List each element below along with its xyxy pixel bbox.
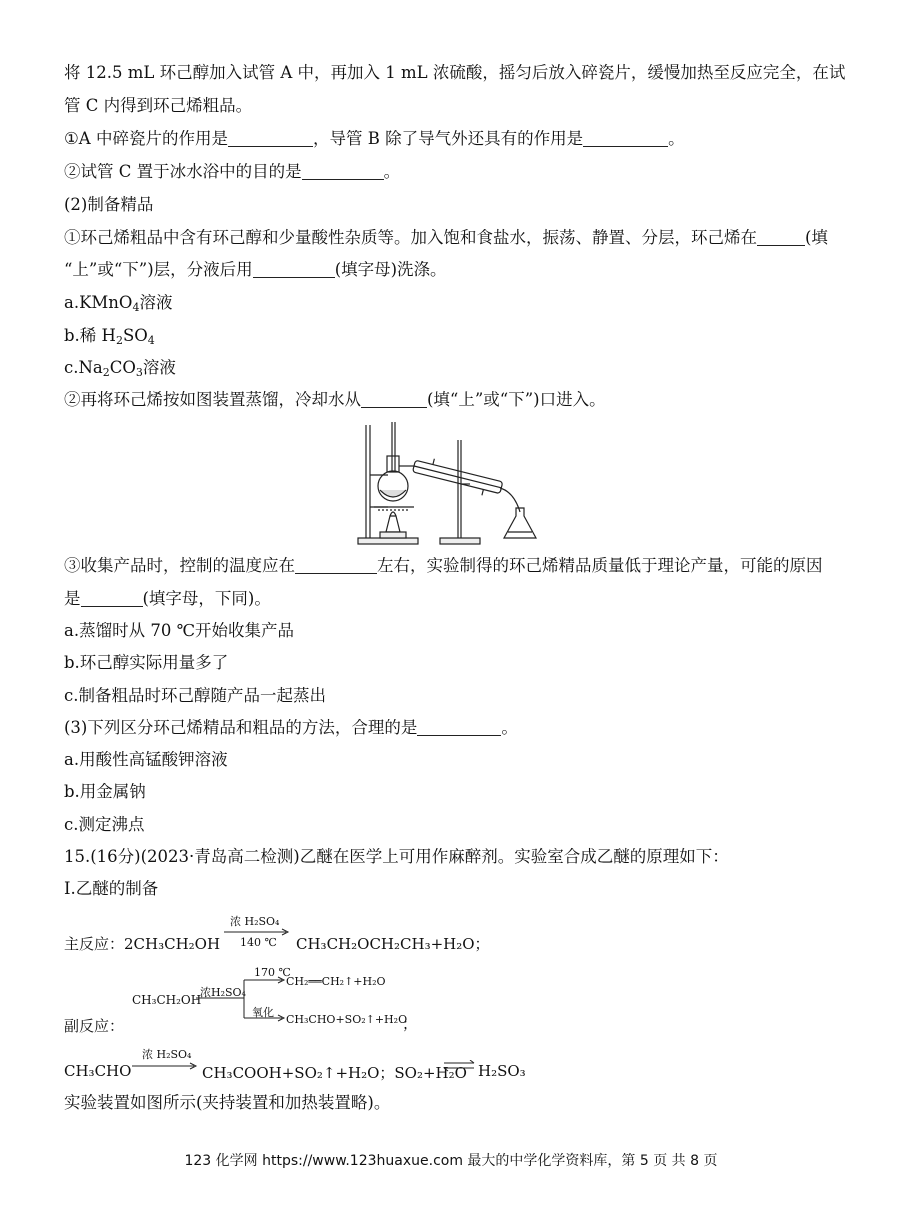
question-15-stem: 15.(16分)(2023·青岛高二检测)乙醚在医学上可用作麻醉剂。实验室合成乙醚的原理如下：: [64, 847, 729, 866]
side-reaction-2-condition: 浓 H₂SO₄: [142, 1048, 192, 1061]
part-1-heading: Ⅰ.乙醚的制备: [64, 879, 159, 898]
option-b: b.稀 $H_2SO_4$: [64, 326, 155, 347]
question-3-text-a: ①环己烯粗品中含有环己醇和少量酸性杂质等。加入饱和食盐水，振荡、静置、分层，环己烯在: [64, 228, 757, 247]
option-c: c.制备粗品时环己醇随产品一起蒸出: [64, 686, 326, 705]
reaction-arrow: [132, 1062, 198, 1070]
side-reaction-label: 副反应：: [64, 1017, 125, 1035]
option-a: a.蒸馏时从 70 ℃开始收集产品: [64, 621, 295, 640]
question-5-line-1: [64, 555, 823, 577]
question-2: [64, 161, 400, 183]
side-reaction-2-product-2: H₂SO₃: [478, 1062, 526, 1080]
main-reaction-product: CH₃CH₂OCH₂CH₃+H₂O；: [296, 935, 490, 953]
side-reaction-condition: 浓H₂SO₄: [200, 986, 246, 999]
question-1-text-b: ，导管 B 除了导气外还具有的作用是: [312, 129, 584, 148]
question-3-text-c: “上”或“下”)层，分液后用: [64, 260, 253, 279]
question-5-text-d: (填字母，下同)。: [142, 589, 271, 608]
side-reaction-2-reactant: CH₃CHO: [64, 1062, 132, 1080]
main-reaction-condition-bottom: 140 ℃: [240, 936, 277, 949]
question-4-text-a: ②再将环己烯按如图装置蒸馏，冷却水从: [64, 390, 361, 409]
intro-line-2: 管 C 内得到环己烯粗品。: [64, 96, 253, 115]
answer-blank[interactable]: [583, 130, 668, 147]
reaction-arrow: [224, 928, 290, 936]
answer-blank[interactable]: [417, 719, 501, 736]
question-4: [64, 389, 606, 411]
question-3-line-2: [64, 259, 447, 281]
side-reaction-product-2: CH₃CHO+SO₂↑+H₂O: [286, 1013, 408, 1026]
question-5-line-2: [64, 588, 271, 610]
answer-blank[interactable]: [361, 391, 427, 408]
section-3-text-a: (3)下列区分环己烯精品和粗品的方法，合理的是: [64, 718, 418, 737]
option-c: $c.Na_2CO_3$溶液: [64, 358, 176, 379]
distillation-apparatus-figure: [352, 420, 548, 550]
side-reaction-condition-1: 170 ℃: [254, 966, 291, 979]
side-reaction-2-product: CH₃COOH+SO₂↑+H₂O；SO₂+H₂O: [202, 1064, 467, 1082]
answer-blank[interactable]: [302, 163, 384, 180]
question-1-text-a: ①A 中碎瓷片的作用是: [64, 129, 228, 148]
question-2-text-b: 。: [383, 162, 401, 181]
option-a: a.KMnO$_4$溶液: [64, 293, 173, 314]
answer-blank[interactable]: [253, 261, 335, 278]
side-reaction-reactant: CH₃CH₂OH: [132, 993, 202, 1007]
answer-blank[interactable]: [81, 590, 143, 607]
answer-blank[interactable]: [228, 130, 313, 147]
question-5-text-b: 左右，实验制得的环己烯精品质量低于理论产量，可能的原因: [377, 556, 823, 575]
equilibrium-arrow: [442, 1060, 476, 1072]
question-4-text-b: (填“上”或“下”)口进入。: [427, 390, 606, 409]
main-reaction-reactant: 主反应：2CH₃CH₂OH: [64, 935, 221, 953]
question-1-text-c: 。: [668, 129, 685, 148]
side-reaction-product-1: CH₂══CH₂↑+H₂O: [286, 975, 386, 988]
answer-blank[interactable]: [295, 557, 377, 574]
section-2-heading: (2)制备精品: [64, 195, 154, 214]
main-reaction-condition-top: 浓 H₂SO₄: [230, 915, 280, 928]
apparatus-note: 实验装置如图所示(夹持装置和加热装置略)。: [64, 1093, 391, 1112]
page-footer: 123 化学网 https://www.123huaxue.com 最大的中学化学资料库，第 5 页 共 8 页: [184, 1153, 718, 1169]
question-5-text-c: 是: [64, 589, 81, 608]
section-3-question: [64, 717, 518, 739]
answer-blank[interactable]: [757, 229, 805, 246]
intro-line-1: 将 12.5 mL 环己醇加入试管 A 中，再加入 1 mL 浓硫酸，摇匀后放入碎瓷片，缓慢加热至反应完全，在试: [64, 63, 846, 82]
section-3-text-b: 。: [501, 718, 518, 737]
question-5-text-a: ③收集产品时，控制的温度应在: [64, 556, 295, 575]
question-2-text-a: ②试管 C 置于冰水浴中的目的是: [64, 162, 302, 181]
side-reaction-condition-2: 氧化: [252, 1006, 274, 1019]
question-3-text-b: (填: [805, 228, 828, 247]
option-a: a.用酸性高锰酸钾溶液: [64, 750, 228, 769]
question-1: [64, 128, 685, 150]
question-3-line-1: [64, 227, 828, 249]
option-b: b.用金属钠: [64, 782, 146, 801]
option-c: c.测定沸点: [64, 815, 145, 834]
question-3-text-d: (填字母)洗涤。: [334, 260, 447, 279]
side-reaction-end: ；: [402, 1015, 418, 1033]
option-b: b.环己醇实际用量多了: [64, 653, 229, 672]
